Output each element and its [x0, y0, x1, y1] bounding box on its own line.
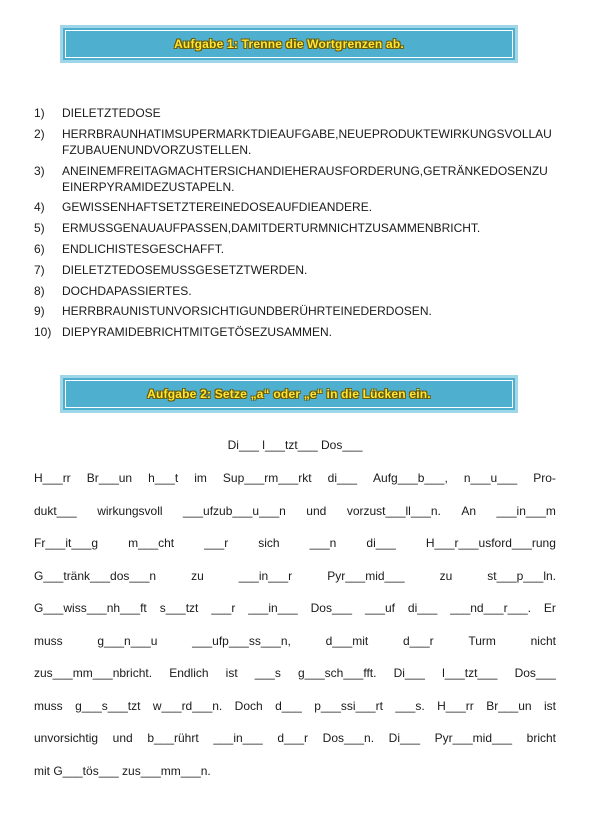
cloze-word: d___	[275, 698, 302, 713]
cloze-word: und	[112, 731, 133, 745]
cloze-word: di___	[366, 536, 396, 550]
cloze-word: p___ssi___rt	[314, 698, 383, 713]
item-number: 4)	[34, 200, 45, 215]
cloze-line	[34, 665, 556, 681]
item-text: DOCHDAPASSIERTES.	[62, 283, 192, 298]
cloze-word: Aufg___b___,	[373, 471, 448, 485]
cloze-word: Doch	[234, 698, 263, 713]
cloze-word: Br___un	[86, 471, 133, 485]
cloze-word: zu	[191, 568, 204, 583]
cloze-line	[34, 730, 556, 746]
cloze-word: Di___	[393, 666, 425, 680]
cloze-word: nicht	[530, 633, 556, 648]
item-text: ANEINEMFREITAGMACHTERSICHANDIEHERAUSFORDERUNG,GETRÄNKEDOSENZUEINERPYRAMIDEZUSTAPELN.	[62, 163, 548, 194]
cloze-word: vorzust___ll___n.	[346, 503, 441, 518]
cloze-word: Endlich	[169, 666, 209, 680]
cloze-word: und	[306, 503, 327, 518]
cloze-word: Sup___rm___rkt	[222, 471, 312, 485]
task2-cloze-text	[34, 437, 556, 795]
cloze-word: dukt___	[34, 503, 77, 518]
cloze-line	[34, 503, 556, 519]
cloze-line	[34, 633, 556, 649]
task1-item	[34, 283, 554, 299]
item-text: ENDLICHISTESGESCHAFFT.	[62, 241, 225, 256]
cloze-word: sich	[258, 536, 280, 550]
cloze-word: ___n	[309, 536, 337, 550]
item-number: 5)	[34, 221, 45, 236]
item-number: 7)	[34, 262, 45, 277]
cloze-word: g___n___u	[97, 633, 158, 648]
task1-item	[34, 262, 554, 278]
cloze-line	[34, 470, 556, 486]
cloze-word: di___	[407, 601, 438, 615]
item-number: 6)	[34, 241, 45, 256]
cloze-word: mit G___tös___ zus___mm___n.	[34, 763, 211, 778]
cloze-word: di___	[327, 471, 358, 485]
cloze-word: muss	[34, 633, 63, 648]
cloze-word: l___tzt___	[442, 666, 498, 680]
cloze-word: Di___	[388, 731, 421, 745]
cloze-word: h___t	[148, 471, 179, 485]
item-text: DIEPYRAMIDEBRICHTMITGETÖSEZUSAMMEN.	[62, 325, 333, 340]
item-number: 2)	[34, 126, 45, 141]
task1-banner	[60, 25, 518, 63]
cloze-word: g___sch___fft.	[297, 666, 377, 680]
cloze-word: H___rr	[437, 698, 474, 713]
cloze-text-title: Di___ l___tzt___ Dos___	[227, 438, 363, 452]
cloze-line	[34, 568, 556, 584]
task1-item	[34, 241, 554, 257]
task1-item	[34, 105, 554, 121]
cloze-word: zus___mm___nbricht.	[34, 666, 153, 680]
cloze-word: d___r	[277, 731, 309, 745]
cloze-word: im	[194, 471, 207, 485]
cloze-word: bricht	[526, 731, 556, 745]
cloze-word: s___tzt	[159, 601, 199, 615]
cloze-word: ist	[225, 666, 238, 680]
cloze-word: ___in___	[213, 731, 263, 745]
task1-item	[34, 220, 554, 236]
item-number: 1)	[34, 106, 45, 120]
item-number: 9)	[34, 304, 45, 319]
cloze-word: n___u___	[463, 471, 518, 485]
task1-item	[34, 163, 554, 195]
item-number: 10)	[34, 325, 52, 340]
task1-item	[34, 303, 554, 319]
cloze-word: Pyr___mid___	[327, 568, 405, 583]
cloze-word: Pyr___mid___	[434, 731, 513, 745]
cloze-word: g___s___tzt	[75, 698, 141, 713]
cloze-word: H___r___usford___rung	[425, 536, 556, 550]
cloze-word: Dos___	[514, 666, 556, 680]
cloze-word: ___uf	[364, 601, 395, 615]
cloze-line	[34, 763, 556, 779]
cloze-word: Er	[543, 601, 556, 615]
item-text: DIELETZTEDOSE	[62, 106, 161, 120]
cloze-word: wirkungsvoll	[97, 503, 163, 518]
cloze-word: ___ufp___ss___n,	[192, 633, 291, 648]
item-text: DIELETZTEDOSEMUSSGESETZTWERDEN.	[62, 262, 308, 277]
cloze-word: Pro-	[533, 471, 556, 485]
cloze-word: ___nd___r___.	[450, 601, 531, 615]
cloze-word: m___cht	[128, 536, 175, 550]
task1-list	[34, 105, 554, 345]
cloze-word: H___rr	[34, 471, 71, 485]
cloze-word: d___mit	[325, 633, 369, 648]
cloze-word: w___rd___n.	[152, 698, 223, 713]
cloze-word: Dos___n.	[322, 731, 375, 745]
cloze-line	[34, 535, 556, 551]
cloze-word: ___in___r	[238, 568, 293, 583]
cloze-word: ___r	[211, 601, 236, 615]
task1-item	[34, 126, 554, 158]
cloze-word: muss	[34, 698, 63, 713]
cloze-lines	[34, 470, 556, 779]
item-number: 8)	[34, 283, 45, 298]
item-number: 3)	[34, 163, 45, 178]
cloze-word: b___rührt	[147, 731, 199, 745]
cloze-word: ___s.	[395, 698, 425, 713]
task1-item	[34, 199, 554, 215]
cloze-line	[34, 698, 556, 714]
task1-title: Aufgabe 1: Trenne die Wortgrenzen ab.	[174, 37, 404, 51]
cloze-word: Dos___	[310, 601, 352, 615]
cloze-word: ___s	[254, 666, 281, 680]
cloze-word: G___wiss___nh___ft	[34, 601, 147, 615]
cloze-word: ___r	[204, 536, 229, 550]
cloze-word: ___ufzub___u___n	[183, 503, 286, 518]
cloze-word: G___tränk___dos___n	[34, 568, 157, 583]
cloze-word: ___in___m	[496, 503, 556, 518]
item-text: GEWISSENHAFTSETZTEREINEDOSEAUFDIEANDERE.	[62, 200, 373, 215]
cloze-word: Fr___it___g	[34, 536, 99, 550]
item-text: HERRBRAUNISTUNVORSICHTIGUNDBERÜHRTEINEDERDOSEN.	[62, 304, 432, 319]
item-text: ERMUSSGENAUAUFPASSEN,DAMITDERTURMNICHTZUSAMMENBRICHT.	[62, 221, 481, 236]
task2-banner	[60, 375, 518, 413]
task2-title: Aufgabe 2: Setze „a“ oder „e“ in die Lücken ein.	[147, 387, 431, 401]
cloze-word: An	[461, 503, 477, 518]
item-text: HERRBRAUNHATIMSUPERMARKTDIEAUFGABE,NEUEPRODUKTEWIRKUNGSVOLLAUFZUBAUENUNDVORZUSTELLEN.	[62, 126, 552, 157]
task1-item	[34, 324, 554, 340]
cloze-word: ___in___	[248, 601, 298, 615]
cloze-word: unvorsichtig	[34, 731, 99, 745]
cloze-word: st___p___ln.	[487, 568, 556, 583]
cloze-word: zu	[439, 568, 453, 583]
cloze-word: Br___un	[486, 698, 532, 713]
cloze-line	[34, 600, 556, 616]
cloze-word: d___r	[402, 633, 434, 648]
cloze-word: ist	[543, 698, 556, 713]
cloze-word: Turm	[468, 633, 496, 648]
